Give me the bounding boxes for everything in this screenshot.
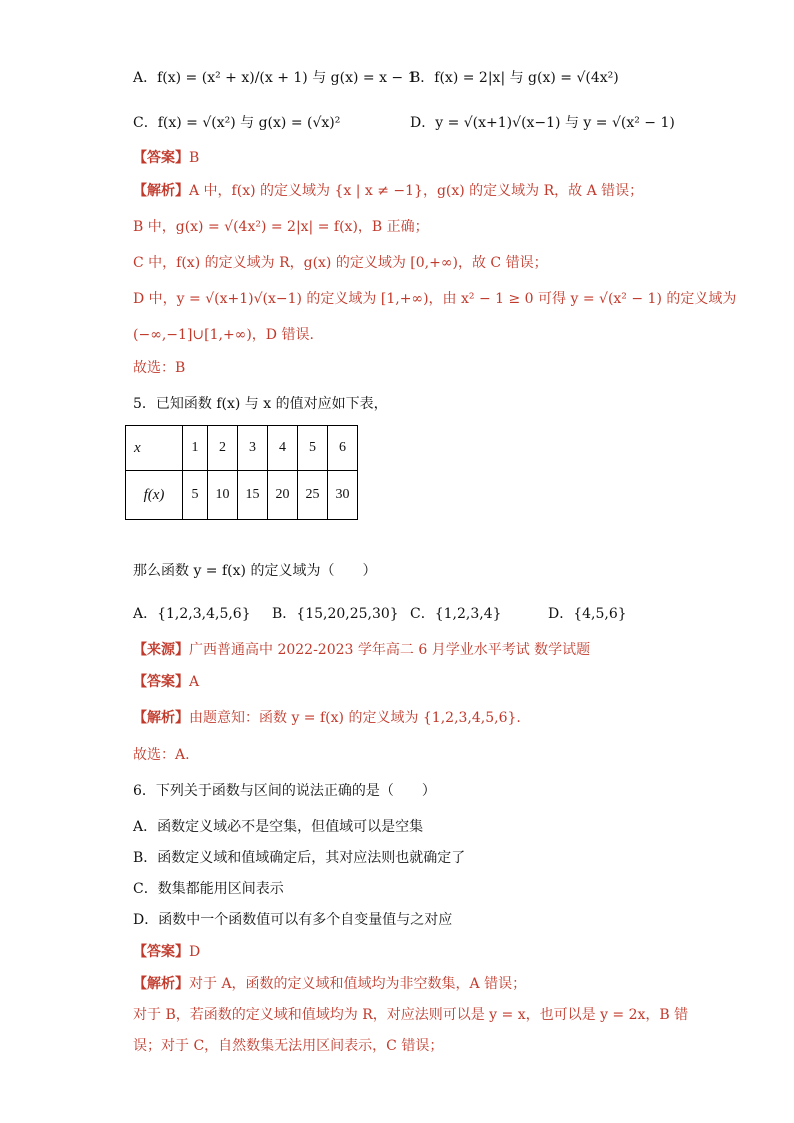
table-cell: 30 [328,471,358,520]
table-row-x [126,426,358,471]
table-row-fx [126,471,358,520]
q6-analysis-line1 [133,974,526,994]
table-cell: x [126,426,183,471]
answer-value: D [189,944,201,960]
source-text: 广西普通高中 2022-2023 学年高二 6 月学业水平考试 数学试题 [189,642,591,658]
q4-analysis-line2: B 中，g(x) = √(4x²) = 2|x| = f(x)，B 正确； [133,219,429,235]
answer-value: A [189,674,200,690]
q4-analysis-line5: (−∞,−1]∪[1,+∞)，D 错误. [133,327,314,343]
source-label: 【来源】 [133,642,189,658]
q5-conclusion: 故选：A. [133,747,190,763]
table-cell: f(x) [126,471,183,520]
q4-option-b: B．f(x) = 2|x| 与 g(x) = √(4x²) [410,70,619,86]
table-cell: 5 [298,426,328,471]
answer-label: 【答案】 [133,944,189,960]
q5-stem: 5．已知函数 f(x) 与 x 的值对应如下表， [133,396,388,412]
q5-source [133,640,590,660]
q5-option-a: A．{1,2,3,4,5,6} [133,606,251,622]
table-cell: 4 [268,426,298,471]
table-cell: 10 [208,471,238,520]
table-cell: 5 [183,471,208,520]
table-cell: 3 [238,426,268,471]
table-cell: 25 [298,471,328,520]
q5-option-b: B．{15,20,25,30} [272,606,399,622]
q6-analysis-line2: 对于 B，若函数的定义域和值域均为 R，对应法则可以是 y = x，也可以是 y = 2x，B 错 [133,1007,689,1023]
answer-value: B [189,150,200,166]
q5-value-table [125,425,358,520]
q4-answer [133,148,199,168]
table-cell: 15 [238,471,268,520]
analysis-label: 【解析】 [133,976,189,992]
q5-question: 那么函数 y = f(x) 的定义域为（ ） [133,563,377,579]
analysis-label: 【解析】 [133,183,189,199]
q5-analysis [133,708,521,728]
q6-stem: 6．下列关于函数与区间的说法正确的是（ ） [133,783,436,799]
q4-conclusion: 故选：B [133,360,186,376]
analysis-text: 对于 A，函数的定义域和值域均为非空数集，A 错误； [189,976,527,992]
q6-analysis-line3: 误；对于 C，自然数集无法用区间表示，C 错误； [133,1038,444,1054]
q5-option-d: D．{4,5,6} [548,606,627,622]
analysis-text: 由题意知：函数 y = f(x) 的定义域为 {1,2,3,4,5,6}. [189,710,521,726]
q6-option-d: D．函数中一个函数值可以有多个自变量值与之对应 [133,912,453,928]
q4-option-a: A．f(x) = (x² + x)/(x + 1) 与 g(x) = x − 1 [133,70,417,86]
q4-option-d: D．y = √(x+1)√(x−1) 与 y = √(x² − 1) [410,115,675,131]
q6-option-b: B．函数定义域和值域确定后，其对应法则也就确定了 [133,850,466,866]
q4-analysis-line4: D 中，y = √(x+1)√(x−1) 的定义域为 [1,+∞)，由 x² − 1 ≥ 0 可得 y = √(x² − 1) 的定义域为 [133,291,737,307]
q6-answer [133,942,200,962]
answer-label: 【答案】 [133,674,189,690]
q4-option-c: C．f(x) = √(x²) 与 g(x) = (√x)² [133,115,341,131]
table-cell: 6 [328,426,358,471]
q5-answer [133,672,199,692]
q4-analysis-line1 [133,181,643,201]
answer-label: 【答案】 [133,150,189,166]
table-cell: 20 [268,471,298,520]
table-cell: 1 [183,426,208,471]
table-cell: 2 [208,426,238,471]
q6-option-c: C．数集都能用区间表示 [133,881,284,897]
q4-analysis-line3: C 中，f(x) 的定义域为 R，g(x) 的定义域为 [0,+∞)，故 C 错误； [133,255,548,271]
analysis-label: 【解析】 [133,710,189,726]
q5-option-c: C．{1,2,3,4} [410,606,502,622]
analysis-text: A 中，f(x) 的定义域为 {x | x ≠ −1}，g(x) 的定义域为 R，故 A 错误； [189,183,644,199]
q6-option-a: A．函数定义域必不是空集，但值域可以是空集 [133,819,424,835]
